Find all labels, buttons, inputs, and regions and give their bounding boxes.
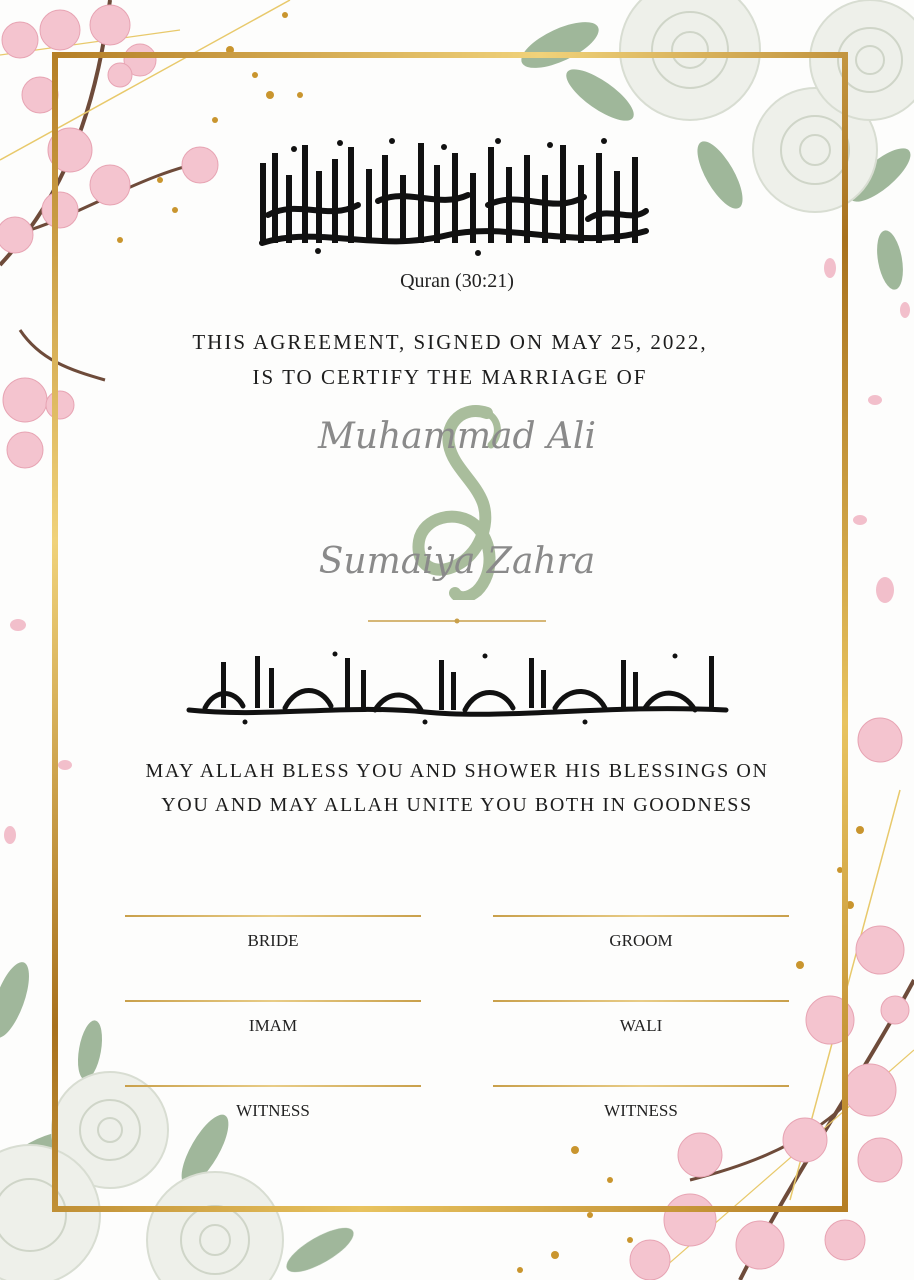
bride-label: BRIDE [247, 931, 299, 950]
imam-signature-line[interactable] [125, 1000, 421, 1002]
wali-signature-line[interactable] [493, 1000, 789, 1002]
quran-reference: Quran (30:21) [400, 270, 514, 292]
groom-label: GROOM [609, 931, 673, 950]
dua-calligraphy [185, 648, 730, 728]
witness-right-signature [493, 1085, 789, 1121]
witness-right-label: WITNESS [604, 1101, 678, 1120]
groom-signature-line[interactable] [493, 915, 789, 917]
agreement-statement: THIS AGREEMENT, SIGNED ON MAY 25, 2022, IS TO CERTIFY THE MARRIAGE OF [192, 330, 708, 389]
witness-left-label: WITNESS [236, 1101, 310, 1120]
dua-translation: MAY ALLAH BLESS YOU AND SHOWER HIS BLESSINGS ON YOU AND MAY ALLAH UNITE YOU BOTH IN GOODNESS [145, 760, 769, 816]
bride-name: Sumaiya Zahra [318, 541, 596, 582]
imam-signature [125, 1000, 421, 1036]
wali-signature [493, 1000, 789, 1036]
quran-verse-calligraphy [258, 135, 650, 257]
bride-signature [125, 915, 421, 951]
witness-left-signature-line[interactable] [125, 1085, 421, 1087]
witness-left-signature [125, 1085, 421, 1121]
wali-label: WALI [619, 1016, 663, 1035]
witness-right-signature-line[interactable] [493, 1085, 789, 1087]
gold-divider [368, 614, 546, 628]
bride-signature-line[interactable] [125, 915, 421, 917]
groom-name: Muhammad Ali [318, 416, 596, 457]
groom-signature [493, 915, 789, 951]
imam-label: IMAM [248, 1016, 298, 1035]
